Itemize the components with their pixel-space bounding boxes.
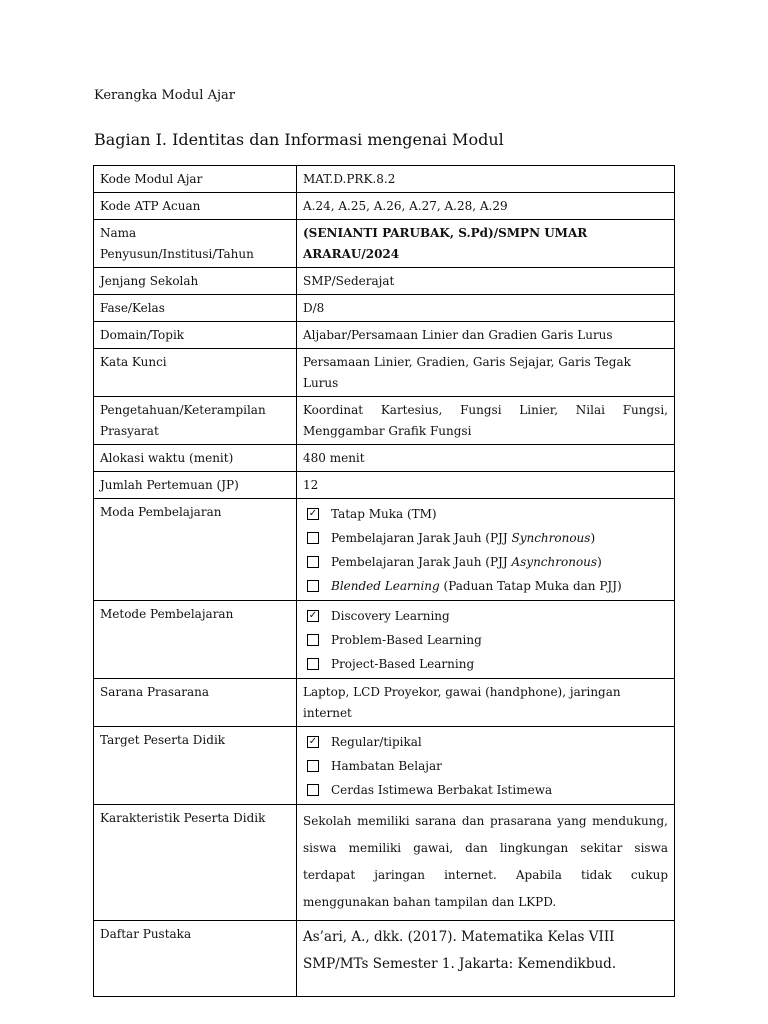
row-label: Moda Pembelajaran — [94, 499, 297, 601]
row-value-line: Menggambar Grafik Fungsi — [303, 424, 472, 438]
checkbox-checked-icon[interactable]: ✓ — [308, 736, 318, 747]
table-row — [94, 268, 675, 295]
table-row — [94, 166, 675, 193]
checkbox-option[interactable] — [303, 574, 668, 598]
checkbox-label-text: (Paduan Tatap Muka dan PJJ) — [439, 578, 622, 593]
checkbox-label: Hambatan Belajar — [331, 758, 442, 773]
row-value-line: Koordinat Kartesius, Fungsi Linier, Nilai Fungsi, — [303, 403, 668, 417]
checkbox-label-text: ) — [590, 530, 596, 545]
checkbox-unchecked-icon[interactable] — [307, 556, 319, 568]
checkbox-label: Project-Based Learning — [331, 656, 475, 671]
table-row — [94, 472, 675, 499]
checkbox-label — [331, 528, 595, 549]
checkbox-unchecked-icon[interactable] — [307, 580, 319, 592]
checkbox-unchecked-icon[interactable] — [307, 634, 319, 646]
checkbox-label-text: ) — [597, 554, 602, 569]
table-row — [94, 921, 675, 997]
row-value: 480 menit — [297, 445, 675, 472]
checkbox-option[interactable] — [303, 652, 668, 676]
row-label: Kata Kunci — [94, 349, 297, 397]
row-label-line: Pengetahuan/Keterampilan — [100, 403, 266, 417]
checkbox-label: Discovery Learning — [331, 608, 450, 623]
checkbox-unchecked-icon[interactable] — [307, 760, 319, 772]
row-label-line: Penyusun/Institusi/Tahun — [100, 247, 254, 261]
checkbox-checked-icon[interactable]: ✓ — [308, 508, 318, 519]
checkbox-option[interactable] — [303, 604, 668, 628]
checkbox-label-italic: Synchronous — [511, 530, 591, 545]
row-value: MAT.D.PRK.8.2 — [297, 166, 675, 193]
module-identity-table — [93, 165, 675, 997]
row-label — [94, 220, 297, 268]
table-row — [94, 499, 675, 601]
checkbox-option[interactable] — [303, 754, 668, 778]
checkbox-label-italic: Asynchronous — [511, 554, 598, 569]
checkbox-option[interactable] — [303, 730, 668, 754]
checkbox-option[interactable] — [303, 550, 668, 574]
checkbox-group-metode — [297, 601, 675, 679]
table-row — [94, 349, 675, 397]
row-value: A.24, A.25, A.26, A.27, A.28, A.29 — [297, 193, 675, 220]
checkbox-option[interactable] — [303, 502, 668, 526]
table-row — [94, 601, 675, 679]
checkbox-label-text: Pembelajaran Jarak Jauh (PJJ — [331, 554, 512, 569]
row-value — [297, 805, 675, 921]
table-row — [94, 805, 675, 921]
row-value: Laptop, LCD Proyekor, gawai (handphone), jaringan internet — [297, 679, 675, 727]
row-value: 12 — [297, 472, 675, 499]
row-label — [94, 397, 297, 445]
row-label: Daftar Pustaka — [94, 921, 297, 997]
row-label: Jumlah Pertemuan (JP) — [94, 472, 297, 499]
row-label: Fase/Kelas — [94, 295, 297, 322]
row-label: Kode Modul Ajar — [94, 166, 297, 193]
document-title: Kerangka Modul Ajar — [94, 88, 235, 103]
row-value — [297, 397, 675, 445]
table-row — [94, 397, 675, 445]
checkbox-checked-icon[interactable]: ✓ — [308, 610, 318, 621]
table-row — [94, 727, 675, 805]
checkbox-unchecked-icon[interactable] — [307, 532, 319, 544]
table-row — [94, 322, 675, 349]
checkbox-label-italic: Blended Learning — [331, 578, 440, 593]
section-title: Bagian I. Identitas dan Informasi mengenai Modul — [94, 130, 504, 149]
table-row — [94, 679, 675, 727]
row-label-line: Nama — [100, 226, 137, 240]
table-row — [94, 220, 675, 268]
checkbox-unchecked-icon[interactable] — [307, 784, 319, 796]
table-row — [94, 295, 675, 322]
checkbox-label — [331, 576, 622, 597]
row-label-line: Prasyarat — [100, 424, 159, 438]
table-row — [94, 193, 675, 220]
checkbox-option[interactable] — [303, 778, 668, 802]
row-value: (SENIANTI PARUBAK, S.Pd)/SMPN UMAR ARARAU/2024 — [297, 220, 675, 268]
checkbox-label: Regular/tipikal — [331, 734, 422, 749]
table-row — [94, 445, 675, 472]
checkbox-label: Cerdas Istimewa Berbakat Istimewa — [331, 782, 553, 797]
checkbox-label: Tatap Muka (TM) — [331, 506, 437, 521]
row-label: Sarana Prasarana — [94, 679, 297, 727]
row-value — [297, 921, 675, 997]
checkbox-option[interactable] — [303, 526, 668, 550]
row-label: Alokasi waktu (menit) — [94, 445, 297, 472]
checkbox-label: Problem-Based Learning — [331, 632, 482, 647]
row-label: Metode Pembelajaran — [94, 601, 297, 679]
row-value: Persamaan Linier, Gradien, Garis Sejajar, Garis Tegak Lurus — [297, 349, 675, 397]
row-value: SMP/Sederajat — [297, 268, 675, 295]
checkbox-group-target — [297, 727, 675, 805]
row-label: Jenjang Sekolah — [94, 268, 297, 295]
checkbox-group-moda — [297, 499, 675, 601]
checkbox-label — [331, 552, 602, 573]
row-label: Kode ATP Acuan — [94, 193, 297, 220]
row-value: Aljabar/Persamaan Linier dan Gradien Garis Lurus — [297, 322, 675, 349]
row-value-text: Sekolah memiliki sarana dan prasarana yang mendukung, siswa memiliki gawai, dan lingkungan sekitar siswa terdapat jaringan internet. Apabila tidak cukup menggunakan bahan tampilan dan LKPD. — [303, 814, 668, 909]
checkbox-unchecked-icon[interactable] — [307, 658, 319, 670]
row-label: Karakteristik Peserta Didik — [94, 805, 297, 921]
row-value: D/8 — [297, 295, 675, 322]
row-label: Domain/Topik — [94, 322, 297, 349]
checkbox-option[interactable] — [303, 628, 668, 652]
checkbox-label-text: Pembelajaran Jarak Jauh (PJJ — [331, 530, 512, 545]
row-value-text: As’ari, A., dkk. (2017). Matematika Kelas VIII SMP/MTs Semester 1. Jakarta: Kemendikbud. — [303, 929, 617, 972]
row-label: Target Peserta Didik — [94, 727, 297, 805]
